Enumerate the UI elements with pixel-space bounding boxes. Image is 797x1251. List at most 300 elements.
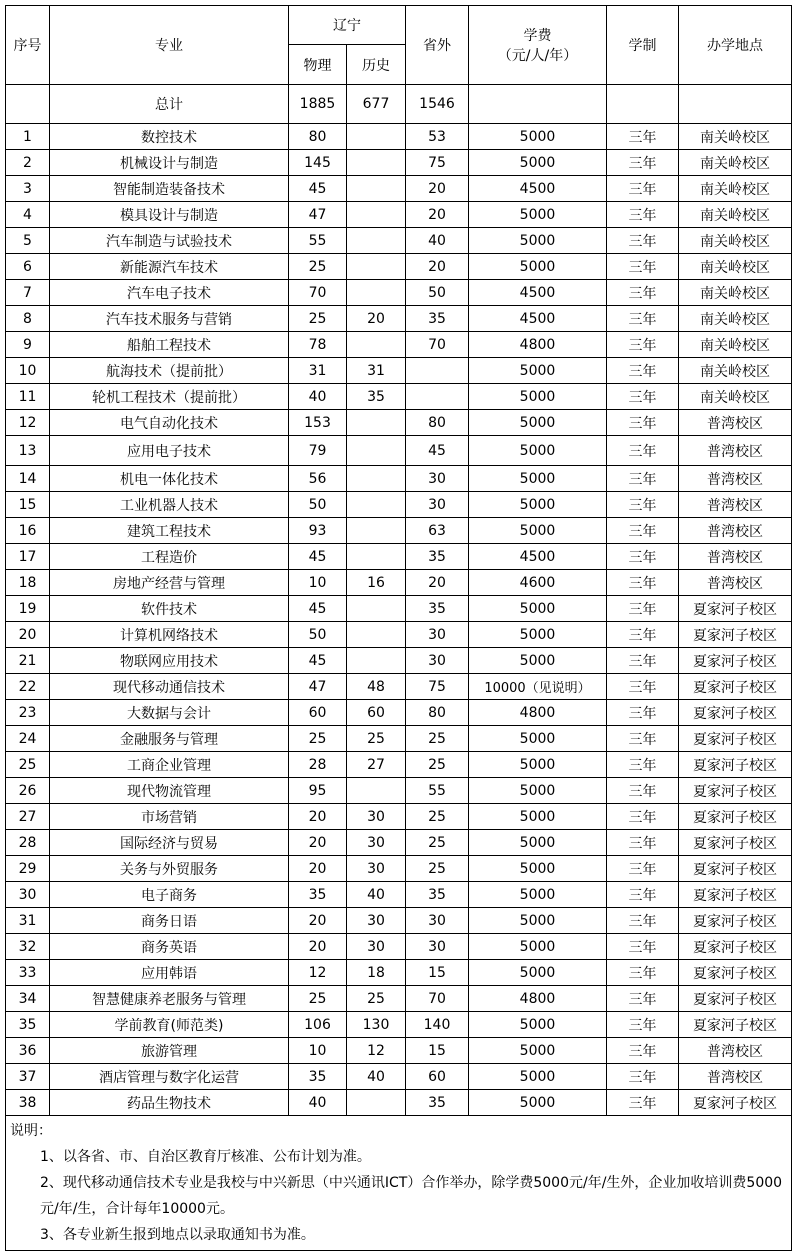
row-physics: 45 — [289, 648, 347, 674]
row-history: 16 — [347, 570, 406, 596]
row-history — [347, 492, 406, 518]
row-location: 普湾校区 — [679, 1038, 792, 1064]
table-row — [6, 306, 792, 332]
table-row — [6, 804, 792, 830]
row-location: 夏家河子校区 — [679, 830, 792, 856]
row-seq: 18 — [6, 570, 50, 596]
row-seq: 6 — [6, 254, 50, 280]
row-duration: 三年 — [607, 254, 679, 280]
row-location: 南关岭校区 — [679, 124, 792, 150]
table-row — [6, 124, 792, 150]
row-tuition: 5000 — [469, 384, 607, 410]
row-major: 商务日语 — [50, 908, 289, 934]
row-history — [347, 622, 406, 648]
row-history: 27 — [347, 752, 406, 778]
enrollment-table — [5, 5, 792, 1251]
row-history — [347, 202, 406, 228]
row-major: 应用韩语 — [50, 960, 289, 986]
row-out-province: 30 — [406, 622, 469, 648]
row-out-province: 55 — [406, 778, 469, 804]
table-row — [6, 908, 792, 934]
row-history — [347, 150, 406, 176]
table-row — [6, 150, 792, 176]
row-duration: 三年 — [607, 436, 679, 466]
row-physics: 78 — [289, 332, 347, 358]
row-major: 酒店管理与数字化运营 — [50, 1064, 289, 1090]
row-duration: 三年 — [607, 674, 679, 700]
row-physics: 35 — [289, 1064, 347, 1090]
row-location: 普湾校区 — [679, 1064, 792, 1090]
row-history — [347, 544, 406, 570]
row-physics: 20 — [289, 804, 347, 830]
row-history — [347, 518, 406, 544]
row-duration: 三年 — [607, 908, 679, 934]
row-seq: 19 — [6, 596, 50, 622]
header-tuition-line1: 学费 — [523, 28, 552, 44]
table-row — [6, 934, 792, 960]
row-location: 夏家河子校区 — [679, 700, 792, 726]
table-row — [6, 1038, 792, 1064]
table-row — [6, 830, 792, 856]
table-row — [6, 410, 792, 436]
row-location: 夏家河子校区 — [679, 856, 792, 882]
row-history: 30 — [347, 908, 406, 934]
row-physics: 25 — [289, 254, 347, 280]
row-tuition: 5000 — [469, 804, 607, 830]
total-out-province: 1546 — [406, 85, 469, 124]
row-physics: 20 — [289, 856, 347, 882]
row-seq: 28 — [6, 830, 50, 856]
row-physics: 93 — [289, 518, 347, 544]
note-3: 3、各专业新生报到地点以录取通知书为准。 — [40, 1227, 315, 1243]
row-out-province: 63 — [406, 518, 469, 544]
row-duration: 三年 — [607, 934, 679, 960]
row-tuition: 5000 — [469, 254, 607, 280]
row-out-province: 25 — [406, 856, 469, 882]
row-physics: 10 — [289, 1038, 347, 1064]
row-duration: 三年 — [607, 726, 679, 752]
row-physics: 25 — [289, 986, 347, 1012]
row-out-province: 25 — [406, 726, 469, 752]
row-duration: 三年 — [607, 596, 679, 622]
row-duration: 三年 — [607, 202, 679, 228]
table-row — [6, 752, 792, 778]
row-tuition: 4500 — [469, 306, 607, 332]
header-row-top — [6, 6, 792, 45]
row-major: 轮机工程技术（提前批） — [50, 384, 289, 410]
row-seq: 2 — [6, 150, 50, 176]
row-location: 普湾校区 — [679, 410, 792, 436]
table-row — [6, 280, 792, 306]
row-physics: 95 — [289, 778, 347, 804]
row-seq: 11 — [6, 384, 50, 410]
row-history — [347, 254, 406, 280]
row-physics: 35 — [289, 882, 347, 908]
row-major: 商务英语 — [50, 934, 289, 960]
row-out-province: 20 — [406, 570, 469, 596]
row-duration: 三年 — [607, 700, 679, 726]
row-major: 现代物流管理 — [50, 778, 289, 804]
header-liaoning: 辽宁 — [289, 6, 406, 45]
table-row — [6, 492, 792, 518]
row-major: 电子商务 — [50, 882, 289, 908]
row-physics: 28 — [289, 752, 347, 778]
header-physics: 物理 — [289, 45, 347, 85]
row-seq: 34 — [6, 986, 50, 1012]
row-location: 普湾校区 — [679, 570, 792, 596]
row-seq: 7 — [6, 280, 50, 306]
row-out-province: 140 — [406, 1012, 469, 1038]
row-history: 60 — [347, 700, 406, 726]
row-physics: 10 — [289, 570, 347, 596]
row-physics: 153 — [289, 410, 347, 436]
row-out-province: 40 — [406, 228, 469, 254]
row-history — [347, 1090, 406, 1116]
row-tuition: 5000 — [469, 856, 607, 882]
row-out-province: 25 — [406, 804, 469, 830]
row-seq: 1 — [6, 124, 50, 150]
row-tuition: 5000 — [469, 124, 607, 150]
table-row — [6, 856, 792, 882]
row-physics: 50 — [289, 492, 347, 518]
table-row — [6, 1064, 792, 1090]
row-out-province: 35 — [406, 596, 469, 622]
row-tuition: 5000 — [469, 752, 607, 778]
row-physics: 50 — [289, 622, 347, 648]
table-row — [6, 1012, 792, 1038]
row-major: 机电一体化技术 — [50, 466, 289, 492]
row-history: 40 — [347, 882, 406, 908]
row-physics: 20 — [289, 908, 347, 934]
row-tuition: 5000 — [469, 908, 607, 934]
row-tuition: 5000 — [469, 492, 607, 518]
row-duration: 三年 — [607, 752, 679, 778]
table-row — [6, 986, 792, 1012]
row-location: 普湾校区 — [679, 436, 792, 466]
row-tuition: 5000 — [469, 150, 607, 176]
row-major: 汽车技术服务与营销 — [50, 306, 289, 332]
row-tuition: 4800 — [469, 332, 607, 358]
row-location: 夏家河子校区 — [679, 960, 792, 986]
row-location: 普湾校区 — [679, 466, 792, 492]
row-location: 夏家河子校区 — [679, 778, 792, 804]
row-location: 夏家河子校区 — [679, 726, 792, 752]
row-tuition: 5000 — [469, 1090, 607, 1116]
row-seq: 30 — [6, 882, 50, 908]
table-row — [6, 1090, 792, 1116]
row-seq: 20 — [6, 622, 50, 648]
row-out-province: 20 — [406, 254, 469, 280]
row-seq: 33 — [6, 960, 50, 986]
row-major: 大数据与会计 — [50, 700, 289, 726]
row-duration: 三年 — [607, 1038, 679, 1064]
row-location: 夏家河子校区 — [679, 908, 792, 934]
row-location: 南关岭校区 — [679, 384, 792, 410]
row-out-province: 70 — [406, 986, 469, 1012]
row-physics: 12 — [289, 960, 347, 986]
row-seq: 36 — [6, 1038, 50, 1064]
row-major: 关务与外贸服务 — [50, 856, 289, 882]
row-seq: 12 — [6, 410, 50, 436]
row-duration: 三年 — [607, 518, 679, 544]
header-duration: 学制 — [607, 6, 679, 85]
row-duration: 三年 — [607, 1064, 679, 1090]
row-major: 智能制造装备技术 — [50, 176, 289, 202]
row-out-province: 30 — [406, 466, 469, 492]
row-major: 新能源汽车技术 — [50, 254, 289, 280]
row-duration: 三年 — [607, 176, 679, 202]
row-duration: 三年 — [607, 778, 679, 804]
row-history: 35 — [347, 384, 406, 410]
row-tuition: 4500 — [469, 280, 607, 306]
table-row — [6, 960, 792, 986]
row-major: 旅游管理 — [50, 1038, 289, 1064]
row-out-province: 70 — [406, 332, 469, 358]
notes-section — [6, 1116, 792, 1251]
row-duration: 三年 — [607, 492, 679, 518]
row-physics: 47 — [289, 202, 347, 228]
header-major: 专业 — [50, 6, 289, 85]
notes-row — [6, 1116, 792, 1251]
row-major: 智慧健康养老服务与管理 — [50, 986, 289, 1012]
row-physics: 80 — [289, 124, 347, 150]
row-seq: 8 — [6, 306, 50, 332]
row-physics: 55 — [289, 228, 347, 254]
row-physics: 106 — [289, 1012, 347, 1038]
notes-cell — [6, 1116, 792, 1251]
row-tuition: 5000 — [469, 934, 607, 960]
row-location: 夏家河子校区 — [679, 752, 792, 778]
row-seq: 26 — [6, 778, 50, 804]
total-seq-cell — [6, 85, 50, 124]
row-duration: 三年 — [607, 830, 679, 856]
row-tuition: 5000 — [469, 648, 607, 674]
row-history — [347, 648, 406, 674]
row-major: 药品生物技术 — [50, 1090, 289, 1116]
row-location: 夏家河子校区 — [679, 882, 792, 908]
row-tuition: 5000 — [469, 410, 607, 436]
row-duration: 三年 — [607, 306, 679, 332]
row-location: 夏家河子校区 — [679, 986, 792, 1012]
row-location: 南关岭校区 — [679, 280, 792, 306]
row-duration: 三年 — [607, 466, 679, 492]
row-history: 25 — [347, 986, 406, 1012]
row-physics: 20 — [289, 934, 347, 960]
row-seq: 17 — [6, 544, 50, 570]
row-history: 30 — [347, 856, 406, 882]
row-history — [347, 410, 406, 436]
table-row — [6, 674, 792, 700]
row-history: 130 — [347, 1012, 406, 1038]
row-tuition: 5000 — [469, 830, 607, 856]
row-history: 30 — [347, 934, 406, 960]
row-duration: 三年 — [607, 150, 679, 176]
row-tuition: 4500 — [469, 176, 607, 202]
row-out-province: 30 — [406, 492, 469, 518]
row-duration: 三年 — [607, 228, 679, 254]
total-physics: 1885 — [289, 85, 347, 124]
row-out-province: 80 — [406, 700, 469, 726]
row-seq: 10 — [6, 358, 50, 384]
row-out-province: 30 — [406, 648, 469, 674]
row-out-province: 15 — [406, 1038, 469, 1064]
row-history — [347, 332, 406, 358]
row-out-province: 75 — [406, 674, 469, 700]
row-out-province: 53 — [406, 124, 469, 150]
row-out-province: 35 — [406, 544, 469, 570]
row-duration: 三年 — [607, 960, 679, 986]
table-row — [6, 228, 792, 254]
row-seq: 3 — [6, 176, 50, 202]
table-row — [6, 384, 792, 410]
row-major: 建筑工程技术 — [50, 518, 289, 544]
row-out-province: 35 — [406, 882, 469, 908]
header-tuition — [469, 6, 607, 85]
row-physics: 79 — [289, 436, 347, 466]
table-row — [6, 358, 792, 384]
row-history — [347, 124, 406, 150]
row-major: 机械设计与制造 — [50, 150, 289, 176]
table-row — [6, 466, 792, 492]
row-location: 夏家河子校区 — [679, 934, 792, 960]
row-out-province: 50 — [406, 280, 469, 306]
header-tuition-line2: （元/人/年） — [497, 48, 578, 64]
total-row — [6, 85, 792, 124]
row-tuition: 10000（见说明） — [469, 674, 607, 700]
row-seq: 23 — [6, 700, 50, 726]
row-major: 房地产经营与管理 — [50, 570, 289, 596]
table-row — [6, 436, 792, 466]
row-tuition: 5000 — [469, 1012, 607, 1038]
row-tuition: 5000 — [469, 882, 607, 908]
row-location: 普湾校区 — [679, 518, 792, 544]
row-out-province: 20 — [406, 176, 469, 202]
row-out-province: 20 — [406, 202, 469, 228]
row-seq: 5 — [6, 228, 50, 254]
table-row — [6, 648, 792, 674]
row-history — [347, 778, 406, 804]
enrollment-plan-document — [5, 5, 791, 1251]
row-seq: 15 — [6, 492, 50, 518]
row-duration: 三年 — [607, 410, 679, 436]
row-history — [347, 466, 406, 492]
row-duration: 三年 — [607, 280, 679, 306]
total-duration-cell — [607, 85, 679, 124]
row-major: 市场营销 — [50, 804, 289, 830]
row-location: 夏家河子校区 — [679, 596, 792, 622]
row-major: 电气自动化技术 — [50, 410, 289, 436]
row-out-province: 45 — [406, 436, 469, 466]
row-seq: 27 — [6, 804, 50, 830]
row-duration: 三年 — [607, 648, 679, 674]
row-seq: 24 — [6, 726, 50, 752]
row-tuition: 5000 — [469, 358, 607, 384]
row-history — [347, 228, 406, 254]
table-row — [6, 518, 792, 544]
row-major: 现代移动通信技术 — [50, 674, 289, 700]
row-history — [347, 436, 406, 466]
row-history: 25 — [347, 726, 406, 752]
row-physics: 20 — [289, 830, 347, 856]
row-tuition: 5000 — [469, 466, 607, 492]
row-major: 工程造价 — [50, 544, 289, 570]
row-seq: 9 — [6, 332, 50, 358]
row-tuition: 5000 — [469, 726, 607, 752]
row-physics: 47 — [289, 674, 347, 700]
row-seq: 38 — [6, 1090, 50, 1116]
table-row — [6, 332, 792, 358]
row-tuition: 5000 — [469, 596, 607, 622]
row-major: 物联网应用技术 — [50, 648, 289, 674]
row-location: 夏家河子校区 — [679, 648, 792, 674]
row-seq: 13 — [6, 436, 50, 466]
note-1: 1、以各省、市、自治区教育厅核准、公布计划为准。 — [40, 1149, 371, 1165]
row-major: 汽车电子技术 — [50, 280, 289, 306]
table-row — [6, 254, 792, 280]
total-tuition-cell — [469, 85, 607, 124]
row-duration: 三年 — [607, 544, 679, 570]
row-major: 模具设计与制造 — [50, 202, 289, 228]
row-out-province: 25 — [406, 830, 469, 856]
row-history: 40 — [347, 1064, 406, 1090]
row-location: 普湾校区 — [679, 544, 792, 570]
row-physics: 60 — [289, 700, 347, 726]
table-row — [6, 726, 792, 752]
row-seq: 16 — [6, 518, 50, 544]
row-tuition: 4500 — [469, 544, 607, 570]
row-major: 国际经济与贸易 — [50, 830, 289, 856]
table-row — [6, 700, 792, 726]
row-location: 南关岭校区 — [679, 332, 792, 358]
row-history: 30 — [347, 804, 406, 830]
row-major: 计算机网络技术 — [50, 622, 289, 648]
row-location: 南关岭校区 — [679, 358, 792, 384]
row-tuition: 4800 — [469, 700, 607, 726]
row-physics: 25 — [289, 726, 347, 752]
row-location: 夏家河子校区 — [679, 674, 792, 700]
row-out-province — [406, 384, 469, 410]
row-tuition: 5000 — [469, 1064, 607, 1090]
row-history — [347, 176, 406, 202]
table-row — [6, 176, 792, 202]
row-physics: 40 — [289, 1090, 347, 1116]
row-major: 学前教育(师范类) — [50, 1012, 289, 1038]
row-out-province: 75 — [406, 150, 469, 176]
row-seq: 14 — [6, 466, 50, 492]
row-out-province: 35 — [406, 1090, 469, 1116]
row-seq: 35 — [6, 1012, 50, 1038]
row-tuition: 4600 — [469, 570, 607, 596]
table-row — [6, 882, 792, 908]
row-out-province: 35 — [406, 306, 469, 332]
row-seq: 32 — [6, 934, 50, 960]
note-2: 2、现代移动通信技术专业是我校与中兴新思（中兴通讯ICT）合作举办，除学费5000元/年/生外，企业加收培训费5000元/年/生，合计每年10000元。 — [40, 1175, 783, 1217]
row-location: 南关岭校区 — [679, 150, 792, 176]
table-row — [6, 544, 792, 570]
table-row — [6, 570, 792, 596]
row-major: 软件技术 — [50, 596, 289, 622]
row-major: 航海技术（提前批） — [50, 358, 289, 384]
row-location: 南关岭校区 — [679, 176, 792, 202]
row-duration: 三年 — [607, 804, 679, 830]
row-physics: 25 — [289, 306, 347, 332]
row-history: 20 — [347, 306, 406, 332]
row-location: 夏家河子校区 — [679, 622, 792, 648]
row-major: 工业机器人技术 — [50, 492, 289, 518]
row-major: 金融服务与管理 — [50, 726, 289, 752]
row-location: 南关岭校区 — [679, 202, 792, 228]
row-duration: 三年 — [607, 570, 679, 596]
